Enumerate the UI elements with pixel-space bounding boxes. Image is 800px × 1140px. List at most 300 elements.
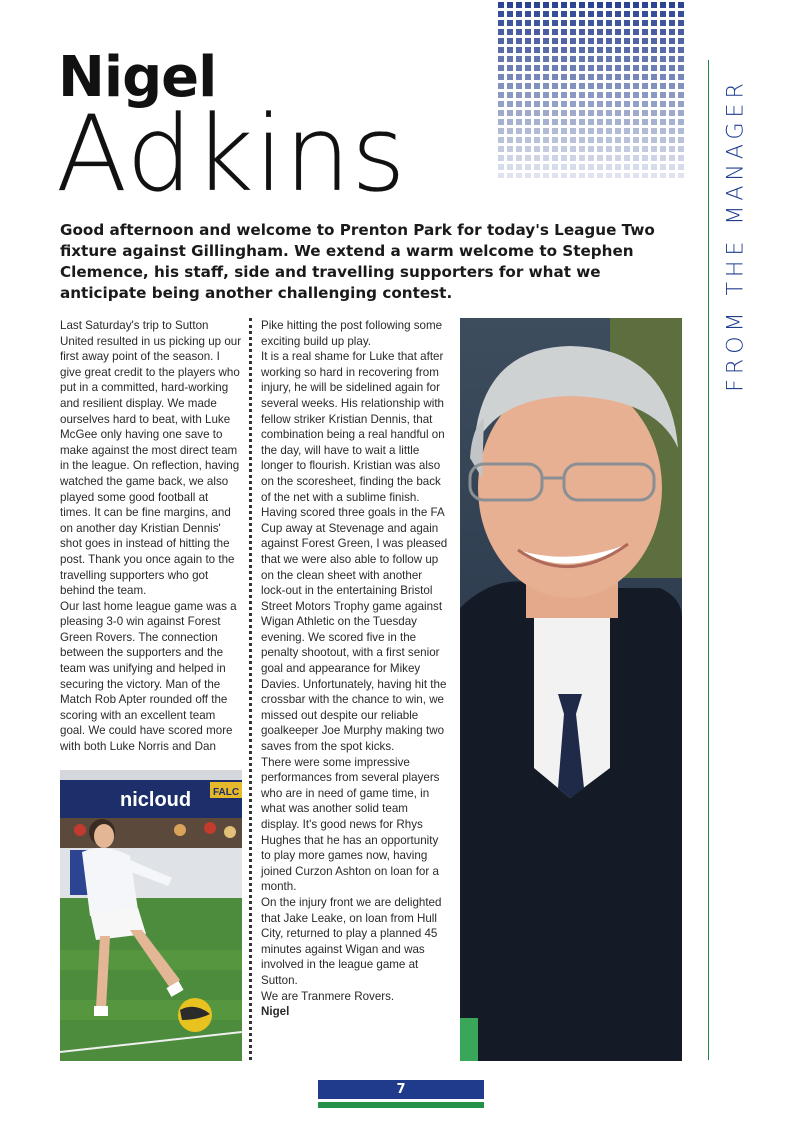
- halftone-dot: [534, 47, 540, 53]
- halftone-dot: [660, 164, 666, 170]
- halftone-dot: [525, 110, 531, 116]
- halftone-dot: [624, 11, 630, 17]
- halftone-dot: [579, 146, 585, 152]
- halftone-dot: [642, 38, 648, 44]
- halftone-dot: [615, 56, 621, 62]
- halftone-dot: [498, 74, 504, 80]
- halftone-dot: [507, 83, 513, 89]
- halftone-dot: [660, 92, 666, 98]
- halftone-dot: [678, 74, 684, 80]
- halftone-dot: [633, 164, 639, 170]
- halftone-dot: [624, 38, 630, 44]
- halftone-dot: [642, 164, 648, 170]
- halftone-dot: [642, 74, 648, 80]
- halftone-dot: [633, 38, 639, 44]
- halftone-dot: [633, 137, 639, 143]
- halftone-dot: [543, 29, 549, 35]
- halftone-dot: [651, 119, 657, 125]
- halftone-dot: [588, 155, 594, 161]
- halftone-dot: [606, 38, 612, 44]
- halftone-dot: [651, 38, 657, 44]
- halftone-dot: [498, 83, 504, 89]
- halftone-dot: [651, 47, 657, 53]
- intro-paragraph: Good afternoon and welcome to Prenton Park for today's League Two fixture against Gillingham. We extend a warm welcome to Stephen Clemence, his staff, side and travelling supporters for what we anticipate being another challenging contest.: [60, 221, 655, 302]
- halftone-dot: [642, 47, 648, 53]
- halftone-dot: [660, 137, 666, 143]
- halftone-dot: [534, 74, 540, 80]
- halftone-dot: [561, 56, 567, 62]
- halftone-dot: [552, 47, 558, 53]
- halftone-dot: [534, 38, 540, 44]
- halftone-dot: [525, 128, 531, 134]
- halftone-dot: [651, 65, 657, 71]
- halftone-dot: [561, 119, 567, 125]
- halftone-dot: [588, 29, 594, 35]
- halftone-dot: [624, 74, 630, 80]
- halftone-dot: [543, 164, 549, 170]
- manager-first-name: Nigel: [58, 45, 217, 110]
- halftone-dot: [579, 128, 585, 134]
- halftone-dot: [669, 2, 675, 8]
- halftone-dot: [669, 74, 675, 80]
- halftone-dot: [552, 74, 558, 80]
- halftone-dot: [678, 38, 684, 44]
- halftone-dot: [660, 2, 666, 8]
- halftone-dot: [561, 128, 567, 134]
- halftone-dot: [597, 56, 603, 62]
- halftone-dot: [498, 38, 504, 44]
- halftone-dot: [615, 11, 621, 17]
- halftone-dot: [516, 164, 522, 170]
- halftone-dot: [525, 92, 531, 98]
- halftone-dot: [615, 2, 621, 8]
- halftone-dot: [624, 92, 630, 98]
- halftone-dot: [660, 128, 666, 134]
- halftone-dot: [606, 74, 612, 80]
- halftone-dot: [525, 83, 531, 89]
- halftone-dot: [534, 119, 540, 125]
- halftone-dot: [597, 164, 603, 170]
- halftone-dot: [570, 38, 576, 44]
- halftone-dot: [597, 137, 603, 143]
- halftone-dot: [579, 173, 585, 178]
- halftone-dot: [642, 110, 648, 116]
- banner-text-2: FALC: [213, 787, 240, 798]
- halftone-dot: [543, 101, 549, 107]
- halftone-dot: [507, 56, 513, 62]
- halftone-dot: [678, 128, 684, 134]
- halftone-dot: [516, 155, 522, 161]
- halftone-dot: [561, 38, 567, 44]
- halftone-dot: [552, 29, 558, 35]
- halftone-dot: [624, 110, 630, 116]
- halftone-dot: [525, 38, 531, 44]
- halftone-dot: [606, 101, 612, 107]
- halftone-dot: [579, 65, 585, 71]
- halftone-dot: [579, 38, 585, 44]
- halftone-dot: [561, 83, 567, 89]
- article-column-2: [261, 318, 449, 1020]
- halftone-dot: [525, 74, 531, 80]
- halftone-dot: [651, 29, 657, 35]
- halftone-dot: [552, 38, 558, 44]
- halftone-dot: [534, 92, 540, 98]
- halftone-dot: [525, 56, 531, 62]
- halftone-dot: [642, 83, 648, 89]
- page-accent-bar: [318, 1102, 484, 1108]
- halftone-dot: [543, 92, 549, 98]
- halftone-dot: [651, 164, 657, 170]
- halftone-dot: [570, 155, 576, 161]
- halftone-dot: [597, 110, 603, 116]
- halftone-dot: [588, 83, 594, 89]
- halftone-dot: [615, 83, 621, 89]
- halftone-dot: [516, 56, 522, 62]
- halftone-dot: [552, 128, 558, 134]
- halftone-dot: [597, 101, 603, 107]
- halftone-dot: [597, 74, 603, 80]
- halftone-dot: [633, 11, 639, 17]
- halftone-dot: [651, 74, 657, 80]
- halftone-dot: [579, 92, 585, 98]
- halftone-dot: [561, 101, 567, 107]
- halftone-dot: [534, 110, 540, 116]
- halftone-dot: [525, 2, 531, 8]
- halftone-dot: [606, 92, 612, 98]
- halftone-dot: [588, 2, 594, 8]
- halftone-dot: [579, 110, 585, 116]
- halftone-dot: [633, 56, 639, 62]
- halftone-dot: [516, 137, 522, 143]
- halftone-dot: [669, 110, 675, 116]
- halftone-dot: [561, 146, 567, 152]
- halftone-dot: [615, 137, 621, 143]
- halftone-dot: [534, 164, 540, 170]
- halftone-dot: [543, 2, 549, 8]
- halftone-dot: [507, 155, 513, 161]
- halftone-dot: [633, 2, 639, 8]
- halftone-dot: [615, 164, 621, 170]
- halftone-dot: [588, 47, 594, 53]
- halftone-dot: [525, 29, 531, 35]
- halftone-dot: [570, 137, 576, 143]
- halftone-dot: [525, 155, 531, 161]
- halftone-dot: [516, 83, 522, 89]
- halftone-dot: [624, 119, 630, 125]
- halftone-dot: [543, 11, 549, 17]
- halftone-dot: [561, 65, 567, 71]
- halftone-dot: [651, 56, 657, 62]
- halftone-dot: [624, 137, 630, 143]
- halftone-dot: [516, 65, 522, 71]
- halftone-dot: [498, 119, 504, 125]
- halftone-dot: [633, 83, 639, 89]
- halftone-dot: [570, 146, 576, 152]
- halftone-dot: [615, 110, 621, 116]
- halftone-dot: [651, 20, 657, 26]
- halftone-dot: [534, 65, 540, 71]
- halftone-dot: [507, 128, 513, 134]
- halftone-dot: [642, 65, 648, 71]
- halftone-dot: [579, 2, 585, 8]
- halftone-dot: [597, 146, 603, 152]
- halftone-dot: [561, 2, 567, 8]
- halftone-dot: [633, 65, 639, 71]
- halftone-dot: [516, 92, 522, 98]
- halftone-dot: [534, 11, 540, 17]
- halftone-dot: [606, 128, 612, 134]
- halftone-dot: [543, 83, 549, 89]
- halftone-dot: [597, 173, 603, 178]
- halftone-dot: [579, 20, 585, 26]
- halftone-dot: [543, 20, 549, 26]
- halftone-dot: [570, 65, 576, 71]
- halftone-dot: [651, 2, 657, 8]
- halftone-dot: [516, 2, 522, 8]
- halftone-dot: [678, 119, 684, 125]
- halftone-dot: [570, 101, 576, 107]
- halftone-dot: [615, 29, 621, 35]
- halftone-dot: [660, 20, 666, 26]
- halftone-dot: [678, 2, 684, 8]
- halftone-dot: [570, 83, 576, 89]
- halftone-dot: [570, 74, 576, 80]
- halftone-dot: [498, 56, 504, 62]
- halftone-dot: [678, 110, 684, 116]
- halftone-dot: [579, 29, 585, 35]
- halftone-dot: [651, 128, 657, 134]
- halftone-dot: [642, 11, 648, 17]
- halftone-dot: [543, 173, 549, 178]
- halftone-dot: [633, 128, 639, 134]
- halftone-dot: [579, 155, 585, 161]
- halftone-dot: [516, 119, 522, 125]
- halftone-dot: [588, 38, 594, 44]
- halftone-dot: [534, 146, 540, 152]
- halftone-dot: [669, 83, 675, 89]
- halftone-dot: [624, 146, 630, 152]
- halftone-dot: [516, 146, 522, 152]
- halftone-dot: [660, 155, 666, 161]
- article-paragraph: On the injury front we are delighted that Jake Leake, on loan from Hull City, returned to play a planned 45 minutes against Wigan and was involved in the league game at Sutton.: [261, 895, 442, 987]
- halftone-dot: [516, 173, 522, 178]
- halftone-dot: [588, 56, 594, 62]
- halftone-dot: [498, 101, 504, 107]
- halftone-dot: [579, 83, 585, 89]
- halftone-dot: [507, 20, 513, 26]
- halftone-dot: [507, 173, 513, 178]
- halftone-dot: [534, 128, 540, 134]
- halftone-dot: [534, 83, 540, 89]
- halftone-dot: [498, 20, 504, 26]
- halftone-dot: [651, 101, 657, 107]
- halftone-dot: [633, 92, 639, 98]
- halftone-dot: [561, 92, 567, 98]
- halftone-dot: [579, 74, 585, 80]
- halftone-dot: [570, 110, 576, 116]
- halftone-dot: [678, 101, 684, 107]
- halftone-dot: [615, 20, 621, 26]
- halftone-dot: [651, 83, 657, 89]
- halftone-dot: [624, 101, 630, 107]
- halftone-dot: [570, 29, 576, 35]
- halftone-dot: [561, 20, 567, 26]
- halftone-dot: [678, 92, 684, 98]
- halftone-dot: [525, 173, 531, 178]
- halftone-dot: [615, 155, 621, 161]
- halftone-dot: [588, 137, 594, 143]
- halftone-dot: [543, 155, 549, 161]
- halftone-dot: [624, 83, 630, 89]
- halftone-dot: [633, 119, 639, 125]
- halftone-dot: [633, 110, 639, 116]
- halftone-dot: [570, 92, 576, 98]
- halftone-dot: [516, 101, 522, 107]
- halftone-dot: [552, 2, 558, 8]
- halftone-dot: [678, 137, 684, 143]
- halftone-dot: [642, 56, 648, 62]
- halftone-dot: [588, 119, 594, 125]
- halftone-dot: [678, 155, 684, 161]
- halftone-dot: [642, 137, 648, 143]
- section-label: FROM THE MANAGER: [723, 78, 749, 392]
- article-paragraph: Our last home league game was a pleasing 3-0 win against Forest Green Rovers. The connection between the supporters and the team was unifying and helped in securing the victory. Man of the Match Rob Apter rounded off the scoring with an excellent team goal. We could have scored more with both Luke Norris and Dan: [60, 599, 237, 754]
- halftone-dot: [588, 74, 594, 80]
- halftone-dot: [669, 11, 675, 17]
- halftone-dot: [543, 119, 549, 125]
- halftone-dot: [552, 155, 558, 161]
- halftone-dot: [597, 2, 603, 8]
- halftone-dot: [507, 2, 513, 8]
- halftone-dot: [597, 128, 603, 134]
- halftone-dots-graphic: [496, 0, 684, 178]
- halftone-dot: [516, 11, 522, 17]
- halftone-dot: [606, 146, 612, 152]
- halftone-dot: [507, 47, 513, 53]
- football-photo: [60, 770, 242, 1061]
- halftone-dot: [543, 65, 549, 71]
- halftone-dot: [606, 83, 612, 89]
- halftone-dot: [597, 155, 603, 161]
- halftone-dot: [570, 11, 576, 17]
- halftone-dot: [534, 56, 540, 62]
- halftone-dot: [606, 20, 612, 26]
- halftone-dot: [552, 101, 558, 107]
- halftone-dot: [561, 29, 567, 35]
- halftone-dot: [498, 29, 504, 35]
- halftone-dot: [624, 20, 630, 26]
- halftone-dot: [588, 146, 594, 152]
- manager-photo: [460, 318, 682, 1061]
- halftone-dot: [642, 92, 648, 98]
- halftone-dot: [597, 38, 603, 44]
- halftone-dot: [624, 65, 630, 71]
- halftone-dot: [579, 11, 585, 17]
- halftone-dot: [606, 29, 612, 35]
- halftone-dot: [606, 56, 612, 62]
- halftone-dot: [597, 20, 603, 26]
- halftone-dot: [507, 92, 513, 98]
- halftone-dot: [660, 29, 666, 35]
- halftone-dot: [516, 38, 522, 44]
- halftone-dot: [642, 2, 648, 8]
- halftone-dot: [606, 110, 612, 116]
- halftone-dot: [651, 155, 657, 161]
- manager-last-name: Adkins: [56, 93, 407, 215]
- halftone-dot: [606, 137, 612, 143]
- halftone-dot: [597, 119, 603, 125]
- halftone-dot: [660, 65, 666, 71]
- halftone-dot: [534, 29, 540, 35]
- halftone-dot: [615, 119, 621, 125]
- halftone-dot: [669, 146, 675, 152]
- halftone-dot: [552, 164, 558, 170]
- halftone-dot: [579, 101, 585, 107]
- halftone-dot: [660, 47, 666, 53]
- halftone-dot: [543, 56, 549, 62]
- halftone-dot: [570, 119, 576, 125]
- halftone-dot: [516, 110, 522, 116]
- halftone-dot: [588, 20, 594, 26]
- halftone-dot: [606, 173, 612, 178]
- article-paragraph: Last Saturday's trip to Sutton United resulted in us picking up our first away point of the season. I give great credit to the players who put in a committed, hard-working and resilient display. We made ourselves hard to beat, with Luke McGee only having one save to make against the most direct team in the league. On reflection, having watched the game back, we also played some good football at times. It can be fine margins, and on another day Kristian Dennis' shot goes in instead of hitting the post. Thank you once again to the travelling supporters who got behind the team.: [60, 319, 242, 598]
- halftone-dot: [561, 47, 567, 53]
- halftone-dot: [552, 146, 558, 152]
- halftone-dot: [570, 164, 576, 170]
- halftone-dot: [642, 146, 648, 152]
- halftone-dot: [651, 146, 657, 152]
- halftone-dot: [507, 137, 513, 143]
- halftone-dot: [615, 47, 621, 53]
- halftone-dot: [678, 164, 684, 170]
- halftone-dot: [498, 137, 504, 143]
- halftone-dot: [615, 92, 621, 98]
- halftone-dot: [543, 47, 549, 53]
- halftone-dot: [669, 56, 675, 62]
- halftone-dot: [588, 164, 594, 170]
- halftone-dot: [651, 11, 657, 17]
- halftone-dot: [507, 146, 513, 152]
- halftone-dot: [552, 11, 558, 17]
- halftone-dot: [552, 137, 558, 143]
- side-divider-line: [708, 60, 709, 1060]
- halftone-dot: [498, 155, 504, 161]
- halftone-dot: [588, 101, 594, 107]
- halftone-dot: [552, 83, 558, 89]
- halftone-dot: [669, 20, 675, 26]
- halftone-dot: [561, 164, 567, 170]
- halftone-dot: [606, 11, 612, 17]
- halftone-dot: [498, 2, 504, 8]
- halftone-dot: [597, 47, 603, 53]
- halftone-dot: [552, 119, 558, 125]
- halftone-dot: [606, 164, 612, 170]
- halftone-dot: [669, 101, 675, 107]
- halftone-dot: [660, 83, 666, 89]
- banner-text: nicloud: [120, 789, 192, 811]
- halftone-dot: [669, 65, 675, 71]
- halftone-dot: [660, 38, 666, 44]
- halftone-dot: [543, 38, 549, 44]
- halftone-dot: [579, 47, 585, 53]
- halftone-dot: [543, 146, 549, 152]
- halftone-dot: [579, 56, 585, 62]
- halftone-dot: [525, 101, 531, 107]
- article-paragraph: Pike hitting the post following some exciting build up play.: [261, 319, 443, 348]
- halftone-dot: [624, 173, 630, 178]
- halftone-dot: [525, 47, 531, 53]
- halftone-dot: [633, 173, 639, 178]
